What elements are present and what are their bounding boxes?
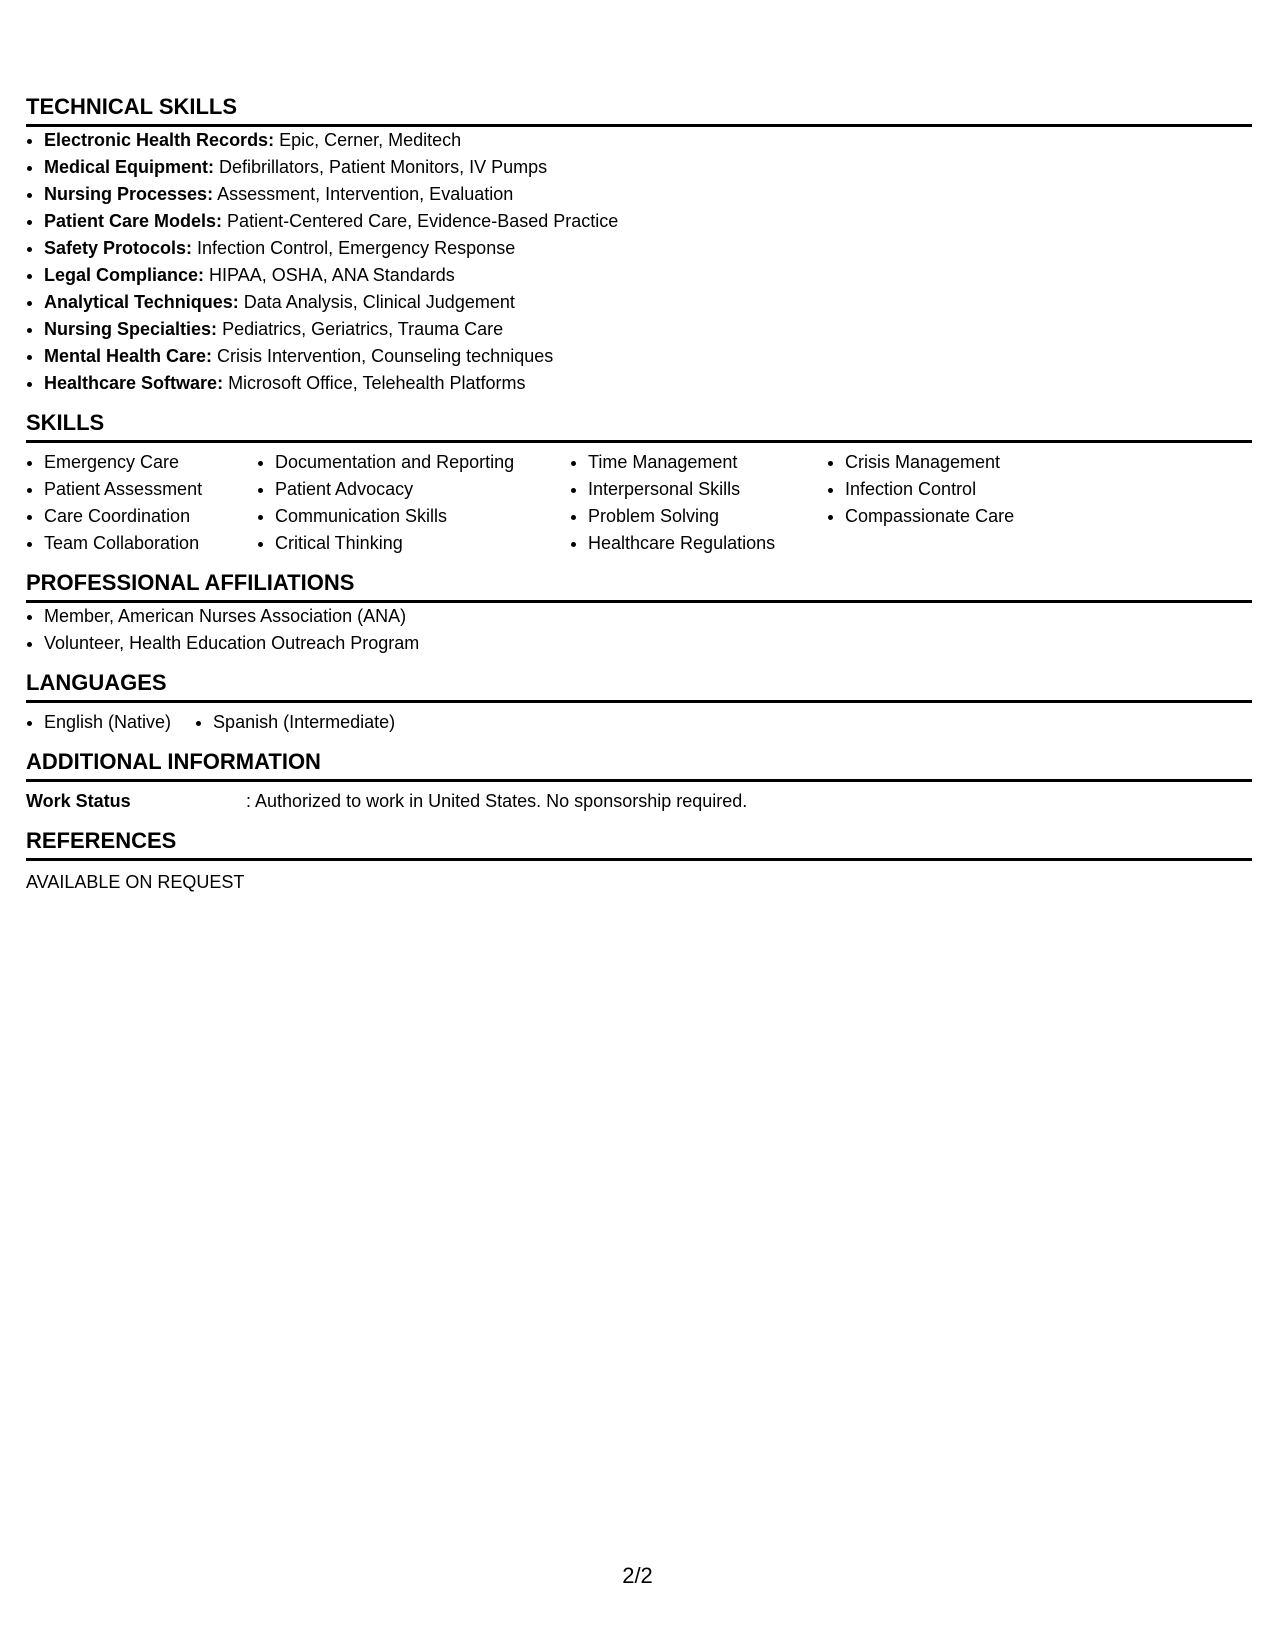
- work-status-label: Work Status: [26, 791, 131, 811]
- list-item: • Patient Assessment: [44, 476, 239, 503]
- list-item: • Emergency Care: [44, 449, 239, 476]
- page-number: 2/2: [622, 1563, 653, 1588]
- section-title-technical-skills: TECHNICAL SKILLS: [26, 94, 1252, 127]
- skill-category: Mental Health Care:: [44, 346, 213, 366]
- section-title-references: REFERENCES: [26, 828, 1252, 861]
- skills-section: [26, 410, 1252, 557]
- list-item: • Critical Thinking: [275, 530, 552, 557]
- skills-column-2: [257, 449, 552, 557]
- skill-category: Safety Protocols:: [44, 238, 193, 258]
- skill-values: Assessment, Intervention, Evaluation: [213, 184, 514, 204]
- list-item: • Care Coordination: [44, 503, 239, 530]
- list-item: [44, 316, 1252, 343]
- references-section: [26, 828, 1252, 896]
- list-item: [44, 208, 1252, 235]
- list-item: • Interpersonal Skills: [588, 476, 809, 503]
- skill-category: Nursing Processes:: [44, 184, 214, 204]
- skills-column-3: [570, 449, 809, 557]
- skill-category: Healthcare Software:: [44, 373, 224, 393]
- list-item: • Documentation and Reporting: [275, 449, 552, 476]
- references-text: AVAILABLE ON REQUEST: [26, 872, 245, 892]
- skill-category: Medical Equipment:: [44, 157, 215, 177]
- work-status-row: [26, 788, 1252, 815]
- skill-values: Pediatrics, Geriatrics, Trauma Care: [217, 319, 504, 339]
- work-status-value: : Authorized to work in United States. No sponsorship required.: [246, 791, 748, 811]
- skills-column-1: [26, 449, 239, 557]
- list-item: • Member, American Nurses Association (ANA): [44, 603, 1252, 630]
- list-item: [44, 370, 1252, 397]
- skills-column-4: [827, 449, 1095, 557]
- skill-category: Patient Care Models:: [44, 211, 223, 231]
- skill-category: Analytical Techniques:: [44, 292, 239, 312]
- section-title-languages: LANGUAGES: [26, 670, 1252, 703]
- skill-values: Defibrillators, Patient Monitors, IV Pumps: [214, 157, 548, 177]
- list-item: • Infection Control: [845, 476, 1095, 503]
- skills-grid: [26, 449, 1252, 557]
- technical-skills-list: [26, 127, 1252, 397]
- skill-category: Electronic Health Records:: [44, 130, 275, 150]
- affiliations-section: [26, 570, 1252, 657]
- list-item: [44, 127, 1252, 154]
- section-title-affiliations: PROFESSIONAL AFFILIATIONS: [26, 570, 1252, 603]
- skill-values: Crisis Intervention, Counseling techniques: [212, 346, 554, 366]
- list-item: • Compassionate Care: [845, 503, 1095, 530]
- skill-values: Microsoft Office, Telehealth Platforms: [223, 373, 526, 393]
- additional-info-section: [26, 749, 1252, 815]
- resume-page: [26, 94, 1252, 896]
- skill-category: Nursing Specialties:: [44, 319, 218, 339]
- technical-skills-section: [26, 94, 1252, 397]
- section-title-additional-info: ADDITIONAL INFORMATION: [26, 749, 1252, 782]
- list-item: • Communication Skills: [275, 503, 552, 530]
- skill-category: Legal Compliance:: [44, 265, 205, 285]
- skill-values: Infection Control, Emergency Response: [192, 238, 516, 258]
- skill-values: Patient-Centered Care, Evidence-Based Practice: [222, 211, 619, 231]
- list-item: • Volunteer, Health Education Outreach Program: [44, 630, 1252, 657]
- skill-values: HIPAA, OSHA, ANA Standards: [204, 265, 455, 285]
- list-item: • English (Native): [44, 709, 171, 736]
- list-item: • Time Management: [588, 449, 809, 476]
- list-item: [44, 289, 1252, 316]
- list-item: [44, 154, 1252, 181]
- list-item: [44, 181, 1252, 208]
- section-title-skills: SKILLS: [26, 410, 1252, 443]
- languages-section: [26, 670, 1252, 736]
- list-item: [44, 343, 1252, 370]
- languages-list: [26, 709, 437, 736]
- list-item: • Patient Advocacy: [275, 476, 552, 503]
- affiliations-list: [26, 603, 1252, 657]
- list-item: • Team Collaboration: [44, 530, 239, 557]
- list-item: • Crisis Management: [845, 449, 1095, 476]
- skill-values: Data Analysis, Clinical Judgement: [238, 292, 515, 312]
- skill-values: Epic, Cerner, Meditech: [274, 130, 462, 150]
- list-item: • Healthcare Regulations: [588, 530, 809, 557]
- languages-row: [26, 709, 1252, 736]
- list-item: [44, 262, 1252, 289]
- list-item: • Spanish (Intermediate): [213, 709, 395, 736]
- list-item: • Problem Solving: [588, 503, 809, 530]
- list-item: [44, 235, 1252, 262]
